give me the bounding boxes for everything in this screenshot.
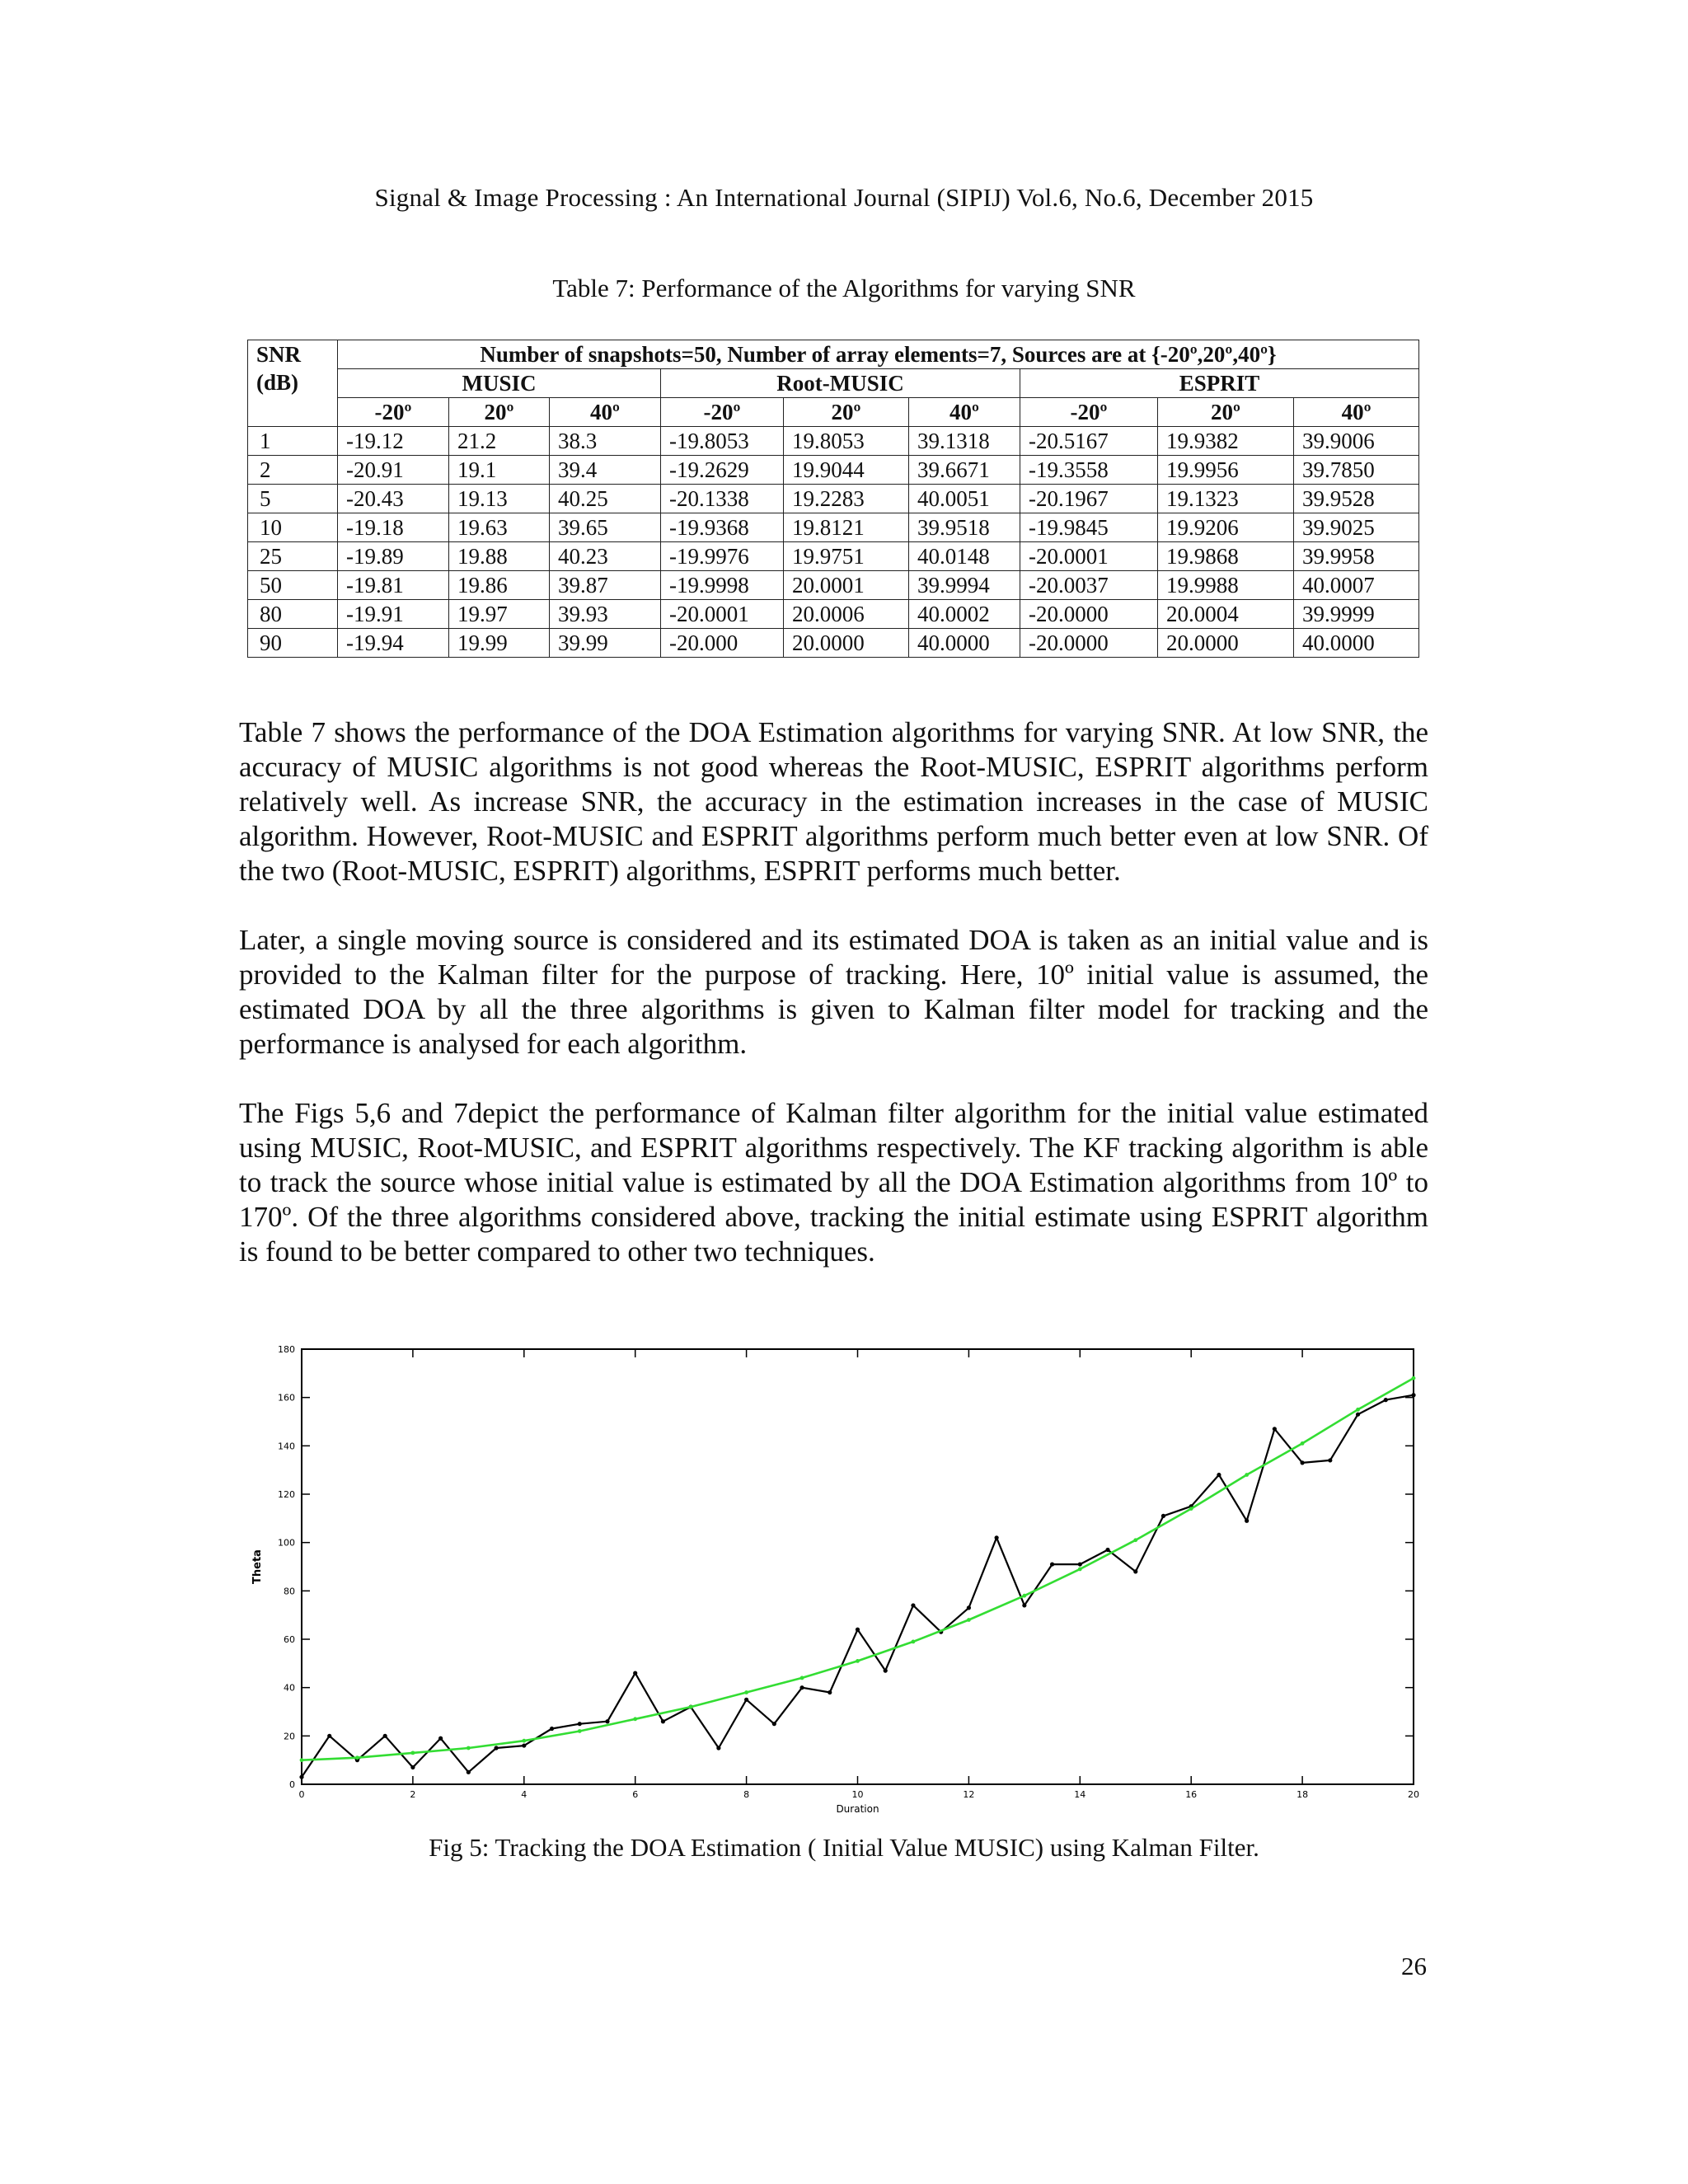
kalman-point [967, 1618, 971, 1622]
estimate-point [716, 1746, 720, 1750]
value-cell: -20.43 [338, 485, 449, 513]
page-number: 26 [1401, 1952, 1427, 1980]
figure-caption: Fig 5: Tracking the DOA Estimation ( Initial Value MUSIC) using Kalman Filter. [429, 1833, 1259, 1862]
value-cell: 40.25 [550, 485, 661, 513]
estimate-point [856, 1628, 860, 1632]
value-cell: 39.9999 [1294, 600, 1419, 629]
estimate-point [438, 1736, 443, 1741]
value-cell: 19.2283 [784, 485, 909, 513]
estimate-point [799, 1685, 804, 1690]
value-cell: 39.9994 [909, 571, 1020, 600]
x-tick-label: 6 [632, 1789, 639, 1800]
value-cell: 20.0001 [784, 571, 909, 600]
table-row [248, 485, 1419, 513]
estimate-point [884, 1669, 888, 1673]
estimate-point [772, 1722, 776, 1726]
estimate-point [1245, 1519, 1249, 1523]
value-cell: 19.97 [449, 600, 550, 629]
estimate-point [1273, 1427, 1277, 1431]
snr-cell: 2 [248, 456, 338, 485]
kalman-point [689, 1705, 693, 1709]
value-cell: 19.9751 [784, 542, 909, 571]
value-cell: -19.91 [338, 600, 449, 629]
angle-header-cell: -20º [661, 398, 784, 427]
y-tick-label: 120 [278, 1489, 295, 1500]
kalman-point [1301, 1441, 1305, 1446]
angle-header-row [248, 398, 1419, 427]
estimate-point [1217, 1473, 1221, 1477]
kalman-point [1356, 1408, 1360, 1412]
value-cell: -19.9976 [661, 542, 784, 571]
table-row [248, 571, 1419, 600]
value-cell: 19.9206 [1158, 513, 1294, 542]
estimate-point [327, 1734, 331, 1738]
snr-cell: 5 [248, 485, 338, 513]
value-cell: 19.99 [449, 629, 550, 658]
kalman-point [912, 1640, 916, 1644]
y-tick-label: 0 [289, 1779, 295, 1790]
table-body [248, 427, 1419, 658]
value-cell: 20.0000 [784, 629, 909, 658]
angle-header-cell: -20º [1020, 398, 1158, 427]
kalman-point [1245, 1473, 1249, 1477]
value-cell: 19.9044 [784, 456, 909, 485]
snr-cell: 90 [248, 629, 338, 658]
estimate-point [410, 1765, 415, 1769]
value-cell: -19.94 [338, 629, 449, 658]
estimate-point [1133, 1569, 1137, 1573]
value-cell: 19.13 [449, 485, 550, 513]
estimate-point [605, 1719, 609, 1723]
table-row [248, 600, 1419, 629]
snr-cell: 1 [248, 427, 338, 456]
value-cell: 20.0000 [1158, 629, 1294, 658]
group-header-root-music: Root-MUSIC [661, 369, 1020, 398]
x-tick-label: 4 [521, 1789, 528, 1800]
snr-cell: 10 [248, 513, 338, 542]
paragraph: The Figs 5,6 and 7depict the performance of Kalman filter algorithm for the initial value estimated using MUSIC, Root-MUSIC, and ESPRIT algorithms respectively. The KF tracking algorithm is able to track the source whose initial value is estimated by all the DOA Estimation algorithms from 10º to 170º. Of the three algorithms considered above, tracking the initial estimate using ESPRIT algorithm is found to be better compared to other two techniques. [239, 1097, 1428, 1268]
angle-header-cell: 40º [909, 398, 1020, 427]
x-tick-label: 10 [851, 1789, 864, 1800]
y-tick-label: 60 [284, 1634, 295, 1645]
value-cell: -20.1967 [1020, 485, 1158, 513]
value-cell: 39.6671 [909, 456, 1020, 485]
value-cell: 39.93 [550, 600, 661, 629]
config-header: Number of snapshots=50, Number of array elements=7, Sources are at {-20º,20º,40º} [338, 340, 1419, 369]
y-tick-label: 100 [278, 1537, 295, 1549]
y-tick-label: 80 [284, 1586, 295, 1597]
value-cell: -19.12 [338, 427, 449, 456]
snr-cell: 25 [248, 542, 338, 571]
snr-unit-label: (dB) [256, 370, 299, 395]
value-cell: 40.0148 [909, 542, 1020, 571]
y-tick-label: 160 [278, 1392, 295, 1404]
tracking-chart [239, 1339, 1442, 1817]
value-cell: -20.000 [661, 629, 784, 658]
value-cell: -19.89 [338, 542, 449, 571]
table-row [248, 542, 1419, 571]
performance-table [247, 340, 1419, 658]
estimate-point [661, 1719, 665, 1723]
estimate-point [1301, 1460, 1305, 1465]
x-tick-label: 8 [743, 1789, 750, 1800]
angle-header-cell: 40º [550, 398, 661, 427]
value-cell: -19.3558 [1020, 456, 1158, 485]
value-cell: 20.0004 [1158, 600, 1294, 629]
value-cell: 19.9956 [1158, 456, 1294, 485]
value-cell: 39.9518 [909, 513, 1020, 542]
x-tick-label: 14 [1074, 1789, 1086, 1800]
value-cell: 38.3 [550, 427, 661, 456]
value-cell: 21.2 [449, 427, 550, 456]
value-cell: -19.81 [338, 571, 449, 600]
estimate-point [494, 1746, 498, 1750]
table-caption: Table 7: Performance of the Algorithms for varying SNR [552, 274, 1136, 302]
estimate-point [550, 1727, 554, 1731]
value-cell: 39.9958 [1294, 542, 1419, 571]
estimate-point [1161, 1514, 1165, 1518]
estimate-point [1356, 1413, 1360, 1417]
series-estimate-line [302, 1395, 1414, 1778]
x-tick-label: 2 [410, 1789, 416, 1800]
value-cell: -20.0001 [661, 600, 784, 629]
figure-tracking-chart [239, 1339, 1442, 1817]
value-cell: 20.0006 [784, 600, 909, 629]
value-cell: 39.9006 [1294, 427, 1419, 456]
kalman-point [800, 1676, 804, 1680]
value-cell: 19.9868 [1158, 542, 1294, 571]
snr-label: SNR [256, 342, 302, 367]
value-cell: 19.1 [449, 456, 550, 485]
estimate-point [1328, 1458, 1332, 1462]
table-row [248, 513, 1419, 542]
snr-cell: 50 [248, 571, 338, 600]
kalman-point [522, 1739, 526, 1743]
x-tick-label: 18 [1296, 1789, 1309, 1800]
value-cell: 39.7850 [1294, 456, 1419, 485]
value-cell: -20.0000 [1020, 600, 1158, 629]
kalman-point [1189, 1507, 1193, 1511]
snr-cell: 80 [248, 600, 338, 629]
value-cell: 40.0002 [909, 600, 1020, 629]
value-cell: 19.9382 [1158, 427, 1294, 456]
estimate-point [383, 1734, 387, 1738]
value-cell: -19.9845 [1020, 513, 1158, 542]
angle-header-cell: 20º [1158, 398, 1294, 427]
value-cell: 39.9528 [1294, 485, 1419, 513]
estimate-point [828, 1690, 832, 1694]
x-tick-label: 20 [1408, 1789, 1419, 1800]
value-cell: 39.87 [550, 571, 661, 600]
y-tick-label: 20 [284, 1731, 295, 1742]
value-cell: 19.88 [449, 542, 550, 571]
kalman-point [744, 1690, 748, 1694]
plot-frame [302, 1349, 1414, 1784]
value-cell: 19.8053 [784, 427, 909, 456]
value-cell: 19.9988 [1158, 571, 1294, 600]
value-cell: 19.1323 [1158, 485, 1294, 513]
snr-header [248, 340, 338, 427]
value-cell: -20.0000 [1020, 629, 1158, 658]
estimate-point [1050, 1562, 1054, 1566]
series-kalman-line [302, 1378, 1414, 1760]
value-cell: -20.1338 [661, 485, 784, 513]
y-tick-label: 140 [278, 1441, 295, 1452]
kalman-point [1133, 1538, 1137, 1542]
value-cell: 19.86 [449, 571, 550, 600]
table-row [248, 629, 1419, 658]
estimate-point [633, 1671, 637, 1675]
value-cell: -20.5167 [1020, 427, 1158, 456]
value-cell: -19.2629 [661, 456, 784, 485]
paragraph: Later, a single moving source is considered and its estimated DOA is taken as an initial value and is provided to the Kalman filter for the purpose of tracking. Here, 10º initial value is assumed, the estimated DOA by all the three algorithms is given to Kalman filter model for tracking and the performance is analysed for each algorithm. [239, 924, 1428, 1060]
group-header-esprit: ESPRIT [1020, 369, 1419, 398]
kalman-point [633, 1717, 637, 1721]
kalman-point [856, 1659, 860, 1663]
value-cell: -20.0001 [1020, 542, 1158, 571]
y-axis-label: Theta [251, 1549, 264, 1584]
value-cell: 40.23 [550, 542, 661, 571]
kalman-point [1078, 1568, 1082, 1572]
kalman-point [1412, 1376, 1416, 1380]
estimate-point [467, 1770, 471, 1774]
estimate-point [299, 1775, 303, 1779]
x-tick-label: 0 [298, 1789, 305, 1800]
value-cell: 39.65 [550, 513, 661, 542]
y-tick-label: 180 [278, 1344, 295, 1355]
group-header-music: MUSIC [338, 369, 661, 398]
table-row [248, 427, 1419, 456]
kalman-point [411, 1750, 415, 1755]
estimate-point [522, 1743, 526, 1747]
paragraph: Table 7 shows the performance of the DOA Estimation algorithms for varying SNR. At low SNR, the accuracy of MUSIC algorithms is not good whereas the Root-MUSIC, ESPRIT algorithms perform relatively well. As increase SNR, the accuracy in the estimation increases in the case of MUSIC algorithm. However, Root-MUSIC and ESPRIT algorithms perform much better even at low SNR. Of the two (Root-MUSIC, ESPRIT) algorithms, ESPRIT performs much better. [239, 716, 1428, 887]
estimate-point [1384, 1398, 1388, 1402]
kalman-point [578, 1729, 582, 1733]
value-cell: 19.8121 [784, 513, 909, 542]
value-cell: 39.1318 [909, 427, 1020, 456]
value-cell: 39.99 [550, 629, 661, 658]
value-cell: -19.8053 [661, 427, 784, 456]
estimate-point [1105, 1548, 1109, 1552]
value-cell: -20.0037 [1020, 571, 1158, 600]
value-cell: 40.0007 [1294, 571, 1419, 600]
kalman-point [467, 1746, 471, 1750]
y-tick-label: 40 [284, 1682, 295, 1694]
value-cell: 39.4 [550, 456, 661, 485]
kalman-point [300, 1758, 304, 1762]
value-cell: -19.18 [338, 513, 449, 542]
estimate-point [1411, 1393, 1415, 1397]
x-axis-label: Duration [836, 1803, 879, 1815]
kalman-point [355, 1755, 359, 1760]
estimate-point [1022, 1603, 1026, 1607]
estimate-point [967, 1605, 971, 1610]
value-cell: 40.0051 [909, 485, 1020, 513]
estimate-point [911, 1603, 915, 1607]
running-header: Signal & Image Processing : An International Journal (SIPIJ) Vol.6, No.6, December 2015 [374, 183, 1314, 212]
value-cell: 40.0000 [909, 629, 1020, 658]
angle-header-cell: 20º [784, 398, 909, 427]
value-cell: 40.0000 [1294, 629, 1419, 658]
value-cell: 39.9025 [1294, 513, 1419, 542]
estimate-point [578, 1722, 582, 1726]
estimate-point [744, 1698, 748, 1702]
x-tick-label: 16 [1185, 1789, 1198, 1800]
estimate-point [995, 1535, 999, 1540]
x-tick-label: 12 [963, 1789, 975, 1800]
value-cell: 19.63 [449, 513, 550, 542]
body-text [239, 715, 1428, 1304]
kalman-point [1022, 1594, 1026, 1598]
value-cell: -20.91 [338, 456, 449, 485]
table-row [248, 456, 1419, 485]
angle-header-cell: -20º [338, 398, 449, 427]
estimate-point [1078, 1562, 1082, 1566]
value-cell: -19.9368 [661, 513, 784, 542]
angle-header-cell: 40º [1294, 398, 1419, 427]
value-cell: -19.9998 [661, 571, 784, 600]
angle-header-cell: 20º [449, 398, 550, 427]
